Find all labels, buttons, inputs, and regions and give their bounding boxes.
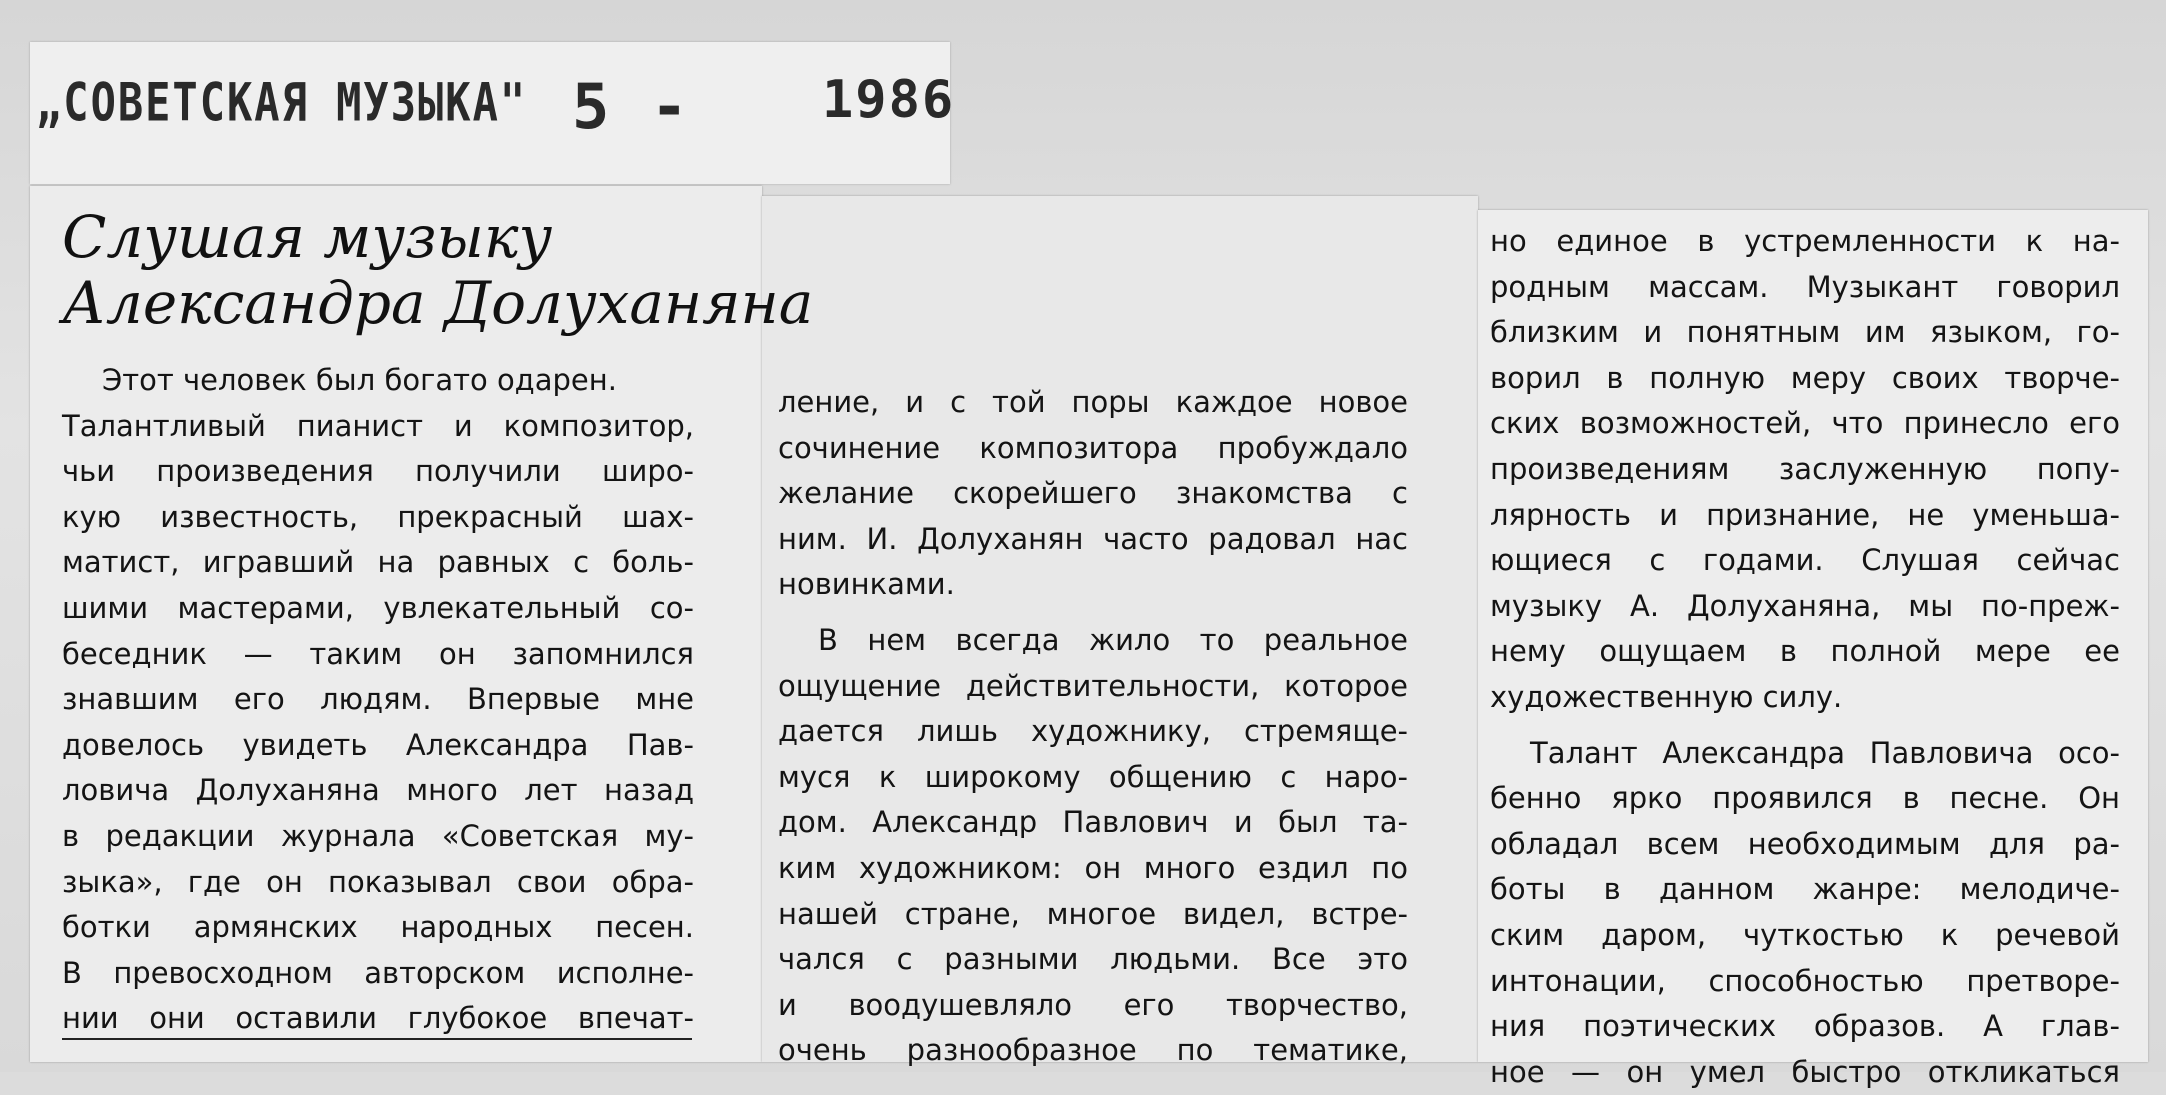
article-column-3	[1490, 219, 2120, 1095]
text-line: родным массам. Музыкант говорил	[1490, 269, 2120, 304]
text-line: матист, игравший на равных с боль-	[62, 545, 694, 580]
text-line: сочинение композитора пробуждало	[778, 430, 1408, 465]
text-line: шими мастерами, увлекательный со-	[62, 590, 694, 625]
text-line: ним. И. Долуханян часто радовал нас	[778, 521, 1408, 556]
text-line: бенно ярко проявился в песне. Он	[1490, 781, 2120, 816]
text-line: новинками.	[778, 567, 955, 602]
text-line: ских возможностей, что принесло его	[1490, 406, 2120, 441]
text-line: ное — он умел быстро откликаться	[1490, 1054, 2120, 1089]
text-line: обладал всем необходимым для ра-	[1490, 826, 2120, 861]
text-line: художественную силу.	[1490, 679, 1843, 714]
text-line: в редакции журнала «Советская му-	[62, 818, 694, 853]
text-line: очень разнообразное по тематике,	[778, 1033, 1408, 1068]
text-line: Талант Александра Павловича осо-	[1530, 735, 2120, 770]
text-line: интонации, способностью претворе-	[1490, 963, 2120, 998]
stamp-year: 1986	[822, 70, 956, 130]
column-footer-rule	[62, 1038, 692, 1040]
text-line: зыка», где он показывал свои обра-	[62, 864, 694, 899]
text-line: но единое в устремленности к на-	[1490, 224, 2120, 258]
text-line: кую известность, прекрасный шах-	[62, 499, 694, 534]
text-line: ботки армянских народных песен.	[62, 910, 694, 945]
text-line: знавшим его людям. Впервые мне	[62, 682, 694, 717]
text-line: беседник — таким он запомнился	[62, 636, 694, 671]
text-line: довелось увидеть Александра Пав-	[62, 727, 694, 762]
text-line: дом. Александр Павлович и был та-	[778, 805, 1408, 840]
text-line: нему ощущаем в полной мере ее	[1490, 634, 2120, 669]
text-line: Талантливый пианист и композитор,	[62, 408, 694, 443]
stamp-publication: „СОВЕТСКАЯ МУЗЫКА"	[36, 71, 528, 134]
text-line: чался с разными людьми. Все это	[778, 942, 1408, 977]
text-line: ворил в полную меру своих творче-	[1490, 360, 2120, 395]
text-line: В превосходном авторском исполне-	[62, 955, 694, 990]
title-line-2: Александра Долуханяна	[62, 269, 814, 337]
text-line: ловича Долуханяна много лет назад	[62, 773, 694, 808]
stamp-issue-number: 5 -	[572, 70, 690, 143]
text-line: муся к широкому общению с наро-	[778, 759, 1408, 794]
article-column-2	[778, 380, 1408, 1074]
text-line: лярность и признание, не уменьша-	[1490, 497, 2120, 532]
text-line: музыку А. Долуханяна, мы по-преж-	[1490, 588, 2120, 623]
text-line: ющиеся с годами. Слушая сейчас	[1490, 543, 2120, 578]
text-line: ким художником: он много ездил по	[778, 850, 1408, 885]
text-line: чьи произведения получили широ-	[62, 454, 694, 489]
text-line: ния поэтических образов. А глав-	[1490, 1009, 2120, 1044]
text-line: Этот человек был богато одарен.	[102, 363, 617, 397]
text-line: произведениям заслуженную попу-	[1490, 451, 2120, 486]
text-line: нии они оставили глубокое впечат-	[62, 1001, 694, 1036]
article-title	[62, 204, 813, 336]
text-line: желание скорейшего знакомства с	[778, 476, 1408, 511]
text-line: близким и понятным им языком, го-	[1490, 315, 2120, 350]
text-line: В нем всегда жило то реальное	[818, 622, 1408, 657]
text-line: ление, и с той поры каждое новое	[778, 385, 1408, 419]
text-line: ским даром, чуткостью к речевой	[1490, 917, 2120, 952]
text-line: нашей стране, многое видел, встре-	[778, 896, 1408, 931]
text-line: боты в данном жанре: мелодиче-	[1490, 872, 2120, 907]
article-column-1	[62, 358, 694, 1042]
text-line: и воодушевляло его творчество,	[778, 987, 1408, 1022]
title-line-1: Слушая музыку	[62, 203, 553, 271]
text-line: ощущение действительности, которое	[778, 668, 1408, 703]
text-line: дается лишь художнику, стремяще-	[778, 714, 1408, 749]
